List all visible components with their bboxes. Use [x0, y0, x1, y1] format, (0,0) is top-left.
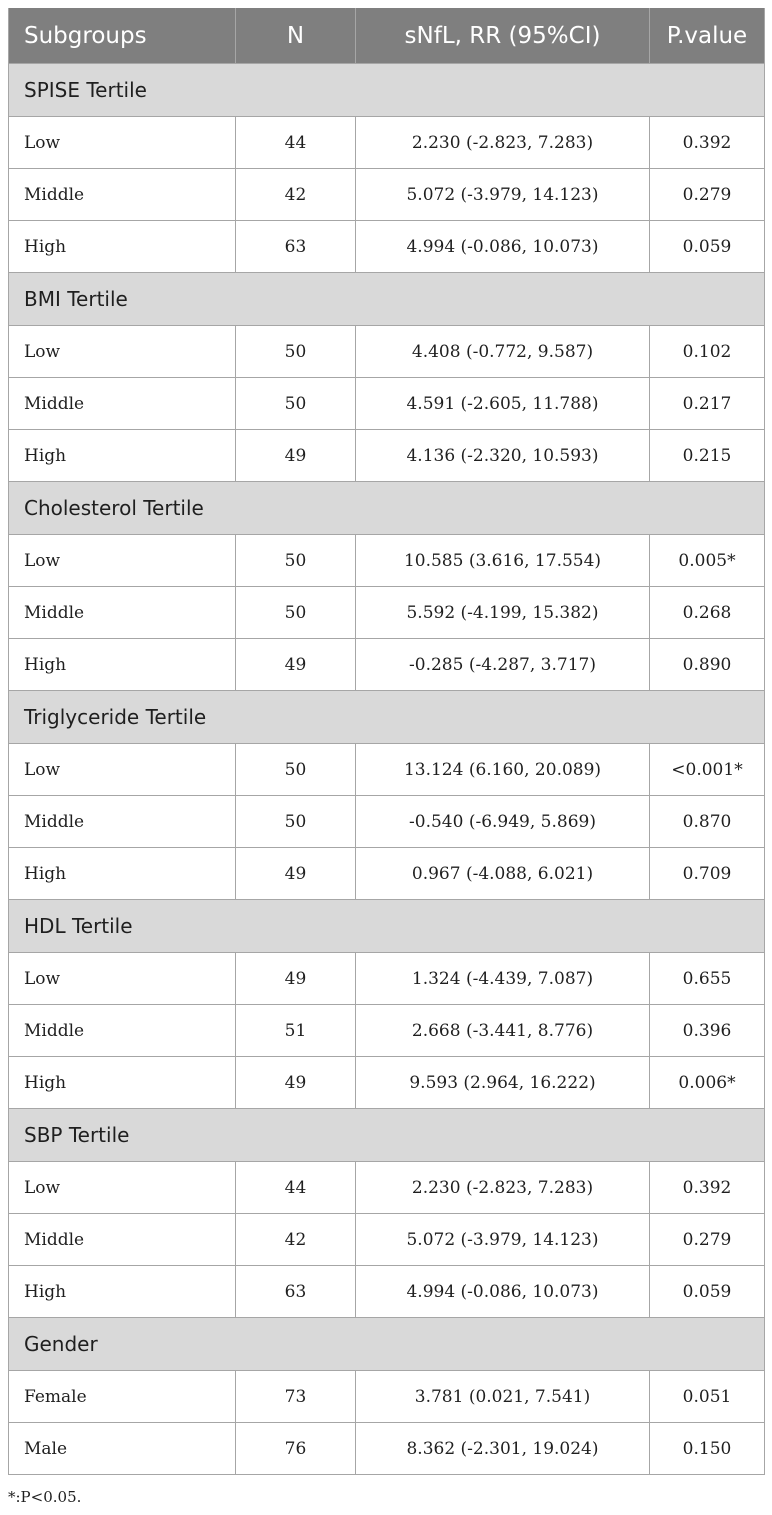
group-title: SPISE Tertile — [9, 64, 765, 117]
subgroup-label-cell: Middle — [9, 378, 236, 430]
n-cell: 44 — [236, 1162, 356, 1214]
n-cell: 49 — [236, 639, 356, 691]
n-cell: 50 — [236, 535, 356, 587]
n-cell: 63 — [236, 1266, 356, 1318]
subgroup-label-cell: Low — [9, 744, 236, 796]
p-value-cell: 0.059 — [650, 1266, 765, 1318]
table-row — [9, 326, 765, 378]
table-row — [9, 1214, 765, 1266]
subgroup-label-cell: High — [9, 1266, 236, 1318]
results-table-container — [8, 8, 764, 1475]
table-row — [9, 1057, 765, 1109]
group-title: Cholesterol Tertile — [9, 482, 765, 535]
group-header-row — [9, 64, 765, 117]
table-row — [9, 639, 765, 691]
rr-ci-cell: 13.124 (6.160, 20.089) — [356, 744, 650, 796]
n-cell: 51 — [236, 1005, 356, 1057]
p-value-cell: 0.215 — [650, 430, 765, 482]
table-row — [9, 796, 765, 848]
p-value-cell: 0.006* — [650, 1057, 765, 1109]
table-footnote: *:P<0.05. — [8, 1488, 82, 1506]
n-cell: 63 — [236, 221, 356, 273]
table-row — [9, 221, 765, 273]
n-cell: 49 — [236, 848, 356, 900]
table-body — [9, 64, 765, 1475]
table-row — [9, 378, 765, 430]
n-cell: 42 — [236, 1214, 356, 1266]
table-row — [9, 1371, 765, 1423]
n-cell: 73 — [236, 1371, 356, 1423]
subgroup-label-cell: Middle — [9, 796, 236, 848]
p-value-cell: 0.890 — [650, 639, 765, 691]
p-value-cell: 0.870 — [650, 796, 765, 848]
subgroup-label-cell: Low — [9, 326, 236, 378]
subgroup-label-cell: High — [9, 221, 236, 273]
table-row — [9, 430, 765, 482]
subgroup-label-cell: High — [9, 848, 236, 900]
n-cell: 50 — [236, 378, 356, 430]
rr-ci-cell: 2.668 (-3.441, 8.776) — [356, 1005, 650, 1057]
subgroup-label-cell: High — [9, 430, 236, 482]
subgroup-label-cell: Low — [9, 1162, 236, 1214]
p-value-cell: 0.279 — [650, 1214, 765, 1266]
rr-ci-cell: 4.136 (-2.320, 10.593) — [356, 430, 650, 482]
header-n: N — [236, 8, 356, 64]
rr-ci-cell: 2.230 (-2.823, 7.283) — [356, 117, 650, 169]
rr-ci-cell: 5.592 (-4.199, 15.382) — [356, 587, 650, 639]
rr-ci-cell: -0.285 (-4.287, 3.717) — [356, 639, 650, 691]
p-value-cell: 0.005* — [650, 535, 765, 587]
table-row — [9, 169, 765, 221]
subgroup-label-cell: Middle — [9, 1214, 236, 1266]
rr-ci-cell: 9.593 (2.964, 16.222) — [356, 1057, 650, 1109]
group-title: Triglyceride Tertile — [9, 691, 765, 744]
subgroup-label-cell: Middle — [9, 587, 236, 639]
rr-ci-cell: 5.072 (-3.979, 14.123) — [356, 169, 650, 221]
rr-ci-cell: 1.324 (-4.439, 7.087) — [356, 953, 650, 1005]
table-row — [9, 1266, 765, 1318]
table-row — [9, 535, 765, 587]
p-value-cell: 0.396 — [650, 1005, 765, 1057]
header-p-value: P.value — [650, 8, 765, 64]
p-value-cell: 0.268 — [650, 587, 765, 639]
table-row — [9, 1162, 765, 1214]
n-cell: 42 — [236, 169, 356, 221]
subgroup-label-cell: Low — [9, 535, 236, 587]
header-subgroups: Subgroups — [9, 8, 236, 64]
rr-ci-cell: 0.967 (-4.088, 6.021) — [356, 848, 650, 900]
table-row — [9, 1423, 765, 1475]
n-cell: 49 — [236, 953, 356, 1005]
subgroup-label-cell: Male — [9, 1423, 236, 1475]
group-title: Gender — [9, 1318, 765, 1371]
table-row — [9, 744, 765, 796]
subgroup-label-cell: High — [9, 1057, 236, 1109]
p-value-cell: 0.217 — [650, 378, 765, 430]
group-header-row — [9, 1109, 765, 1162]
p-value-cell: 0.655 — [650, 953, 765, 1005]
rr-ci-cell: 4.994 (-0.086, 10.073) — [356, 221, 650, 273]
n-cell: 50 — [236, 587, 356, 639]
rr-ci-cell: 2.230 (-2.823, 7.283) — [356, 1162, 650, 1214]
table-header-row — [9, 8, 765, 64]
n-cell: 50 — [236, 744, 356, 796]
n-cell: 49 — [236, 430, 356, 482]
subgroup-label-cell: Low — [9, 117, 236, 169]
group-header-row — [9, 482, 765, 535]
p-value-cell: 0.709 — [650, 848, 765, 900]
n-cell: 76 — [236, 1423, 356, 1475]
n-cell: 50 — [236, 326, 356, 378]
p-value-cell: 0.102 — [650, 326, 765, 378]
group-header-row — [9, 273, 765, 326]
rr-ci-cell: 4.408 (-0.772, 9.587) — [356, 326, 650, 378]
rr-ci-cell: 10.585 (3.616, 17.554) — [356, 535, 650, 587]
group-title: SBP Tertile — [9, 1109, 765, 1162]
n-cell: 50 — [236, 796, 356, 848]
subgroup-label-cell: Middle — [9, 1005, 236, 1057]
rr-ci-cell: 4.994 (-0.086, 10.073) — [356, 1266, 650, 1318]
table-row — [9, 953, 765, 1005]
table-row — [9, 117, 765, 169]
p-value-cell: 0.392 — [650, 117, 765, 169]
table-row — [9, 848, 765, 900]
subgroup-label-cell: Female — [9, 1371, 236, 1423]
group-header-row — [9, 900, 765, 953]
group-title: HDL Tertile — [9, 900, 765, 953]
p-value-cell: 0.150 — [650, 1423, 765, 1475]
p-value-cell: 0.392 — [650, 1162, 765, 1214]
group-header-row — [9, 691, 765, 744]
rr-ci-cell: 8.362 (-2.301, 19.024) — [356, 1423, 650, 1475]
table-row — [9, 587, 765, 639]
subgroup-label-cell: High — [9, 639, 236, 691]
group-header-row — [9, 1318, 765, 1371]
p-value-cell: 0.059 — [650, 221, 765, 273]
n-cell: 44 — [236, 117, 356, 169]
header-snfl-rr: sNfL, RR (95%CI) — [356, 8, 650, 64]
table-row — [9, 1005, 765, 1057]
group-title: BMI Tertile — [9, 273, 765, 326]
p-value-cell: 0.279 — [650, 169, 765, 221]
subgroup-results-table — [8, 8, 765, 1475]
subgroup-label-cell: Middle — [9, 169, 236, 221]
rr-ci-cell: 5.072 (-3.979, 14.123) — [356, 1214, 650, 1266]
p-value-cell: <0.001* — [650, 744, 765, 796]
rr-ci-cell: -0.540 (-6.949, 5.869) — [356, 796, 650, 848]
rr-ci-cell: 4.591 (-2.605, 11.788) — [356, 378, 650, 430]
subgroup-label-cell: Low — [9, 953, 236, 1005]
rr-ci-cell: 3.781 (0.021, 7.541) — [356, 1371, 650, 1423]
n-cell: 49 — [236, 1057, 356, 1109]
p-value-cell: 0.051 — [650, 1371, 765, 1423]
